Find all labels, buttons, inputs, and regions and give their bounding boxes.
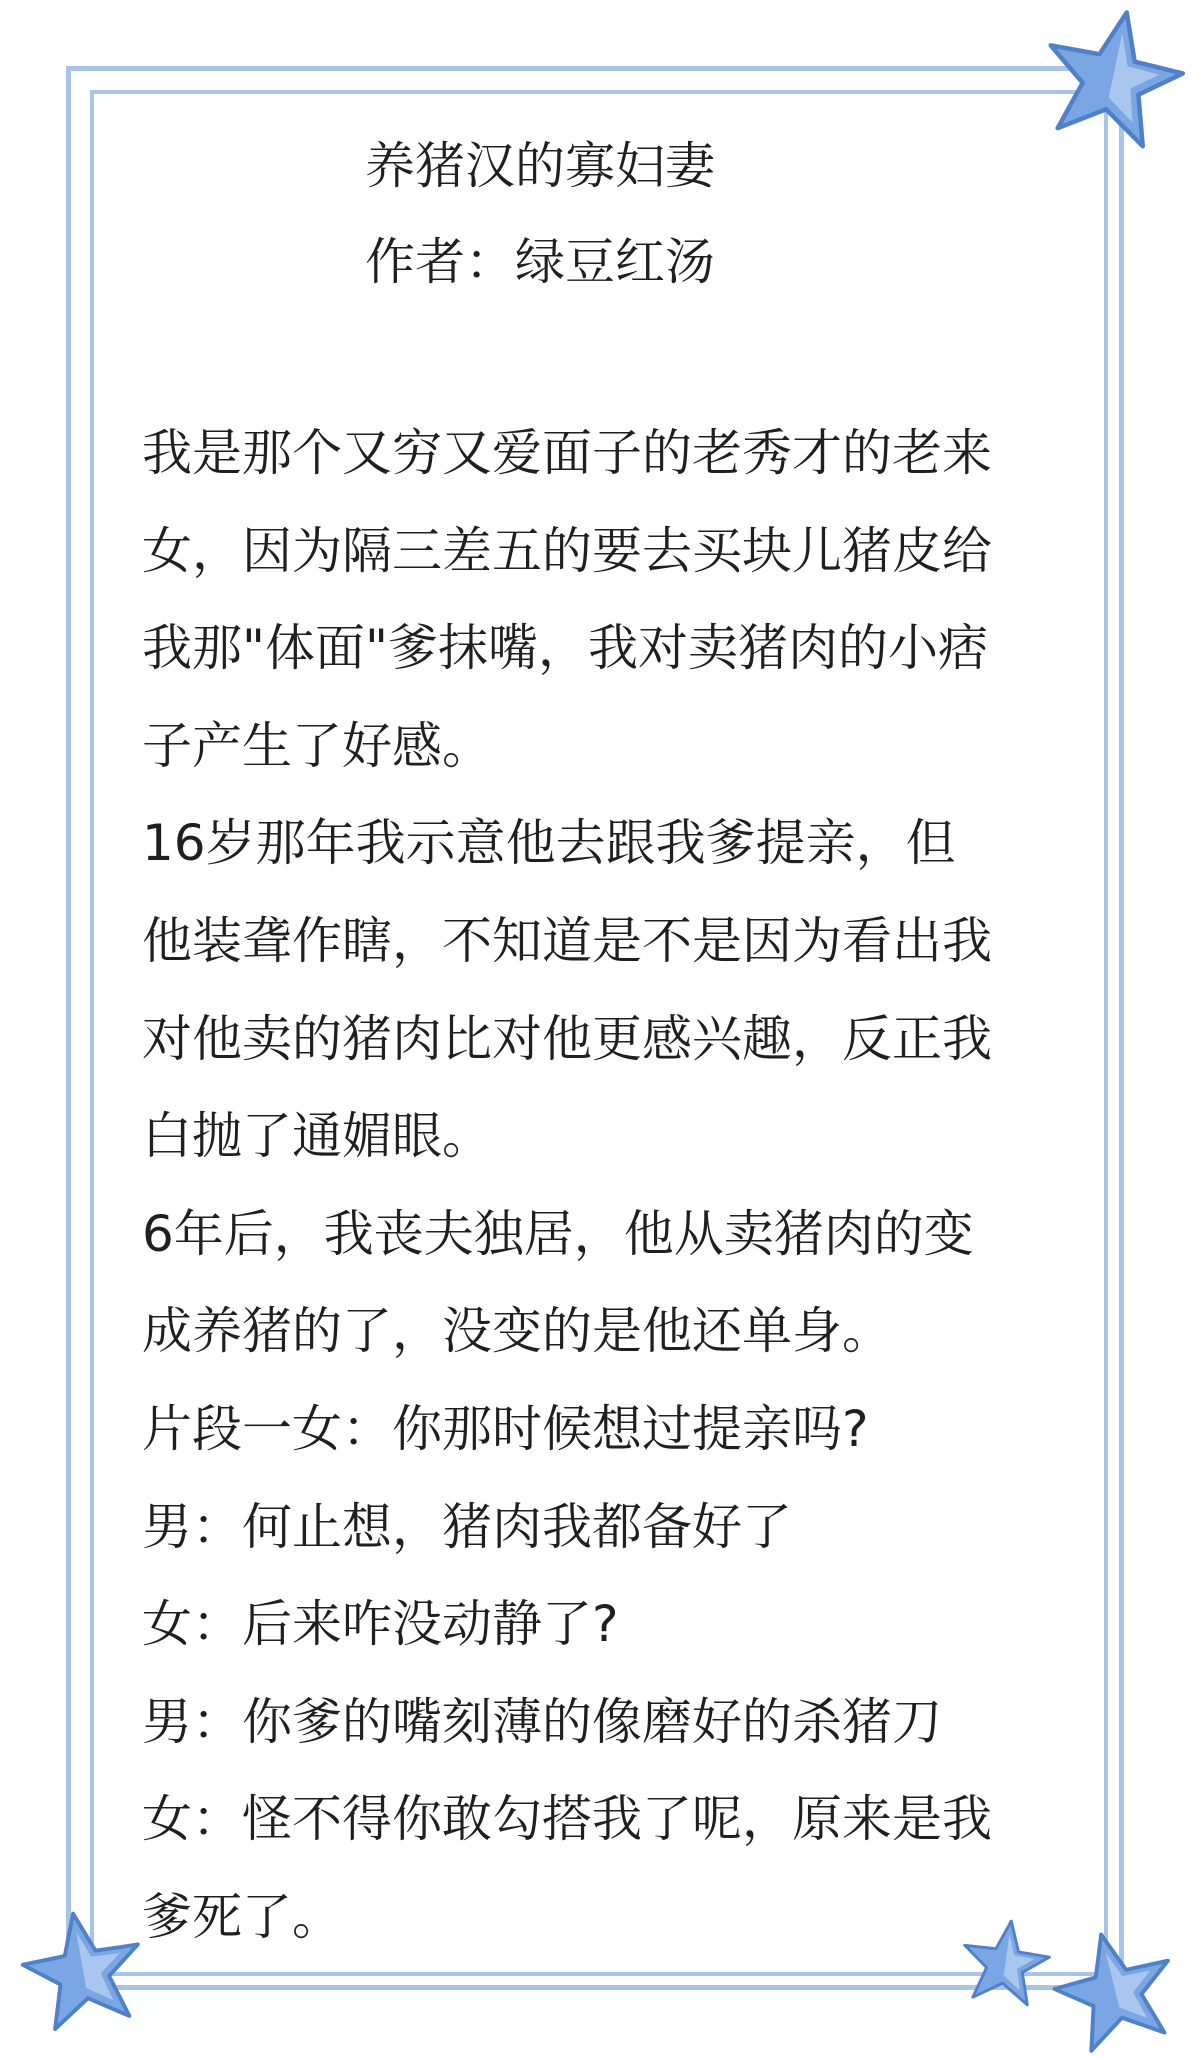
header-block <box>365 118 715 310</box>
text-line: 子产生了好感。 <box>142 716 492 775</box>
text-line: 男：你爹的嘴刻薄的像磨好的杀猪刀 <box>142 1692 942 1751</box>
text-line: 我是那个又穷又爱面子的老秀才的老来 <box>142 424 992 482</box>
story-text <box>142 405 1082 1967</box>
text-line: 他装聋作瞎，不知道是不是因为看出我 <box>142 911 992 970</box>
author-line: 作者：绿豆红汤 <box>365 233 715 291</box>
text-line: 成养猪的了，没变的是他还单身。 <box>142 1302 892 1361</box>
text-line: 白抛了通媚眼。 <box>142 1107 492 1166</box>
text-line: 片段一女：你那时候想过提亲吗? <box>142 1399 869 1458</box>
star-icon-bottom-left <box>18 1905 148 2035</box>
star-icon-top-right <box>1038 2 1188 152</box>
text-line: 对他卖的猪肉比对他更感兴趣，反正我 <box>142 1009 992 1068</box>
text-line: 我那"体面"爹抹嘴，我对卖猪肉的小痞 <box>142 619 988 678</box>
book-title: 养猪汉的寡妇妻 <box>365 137 715 195</box>
text-line: 女：怪不得你敢勾搭我了呢，原来是我 <box>142 1790 992 1849</box>
text-line: 16岁那年我示意他去跟我爹提亲，但 <box>142 814 956 873</box>
text-line: 爹死了。 <box>142 1887 342 1946</box>
text-line: 女：后来咋没动静了? <box>142 1595 619 1654</box>
text-line: 6年后，我丧夫独居，他从卖猪肉的变 <box>142 1204 974 1263</box>
text-line: 男：何止想，猪肉我都备好了 <box>142 1497 792 1556</box>
text-line: 女，因为隔三差五的要去买块儿猪皮给 <box>142 521 992 580</box>
